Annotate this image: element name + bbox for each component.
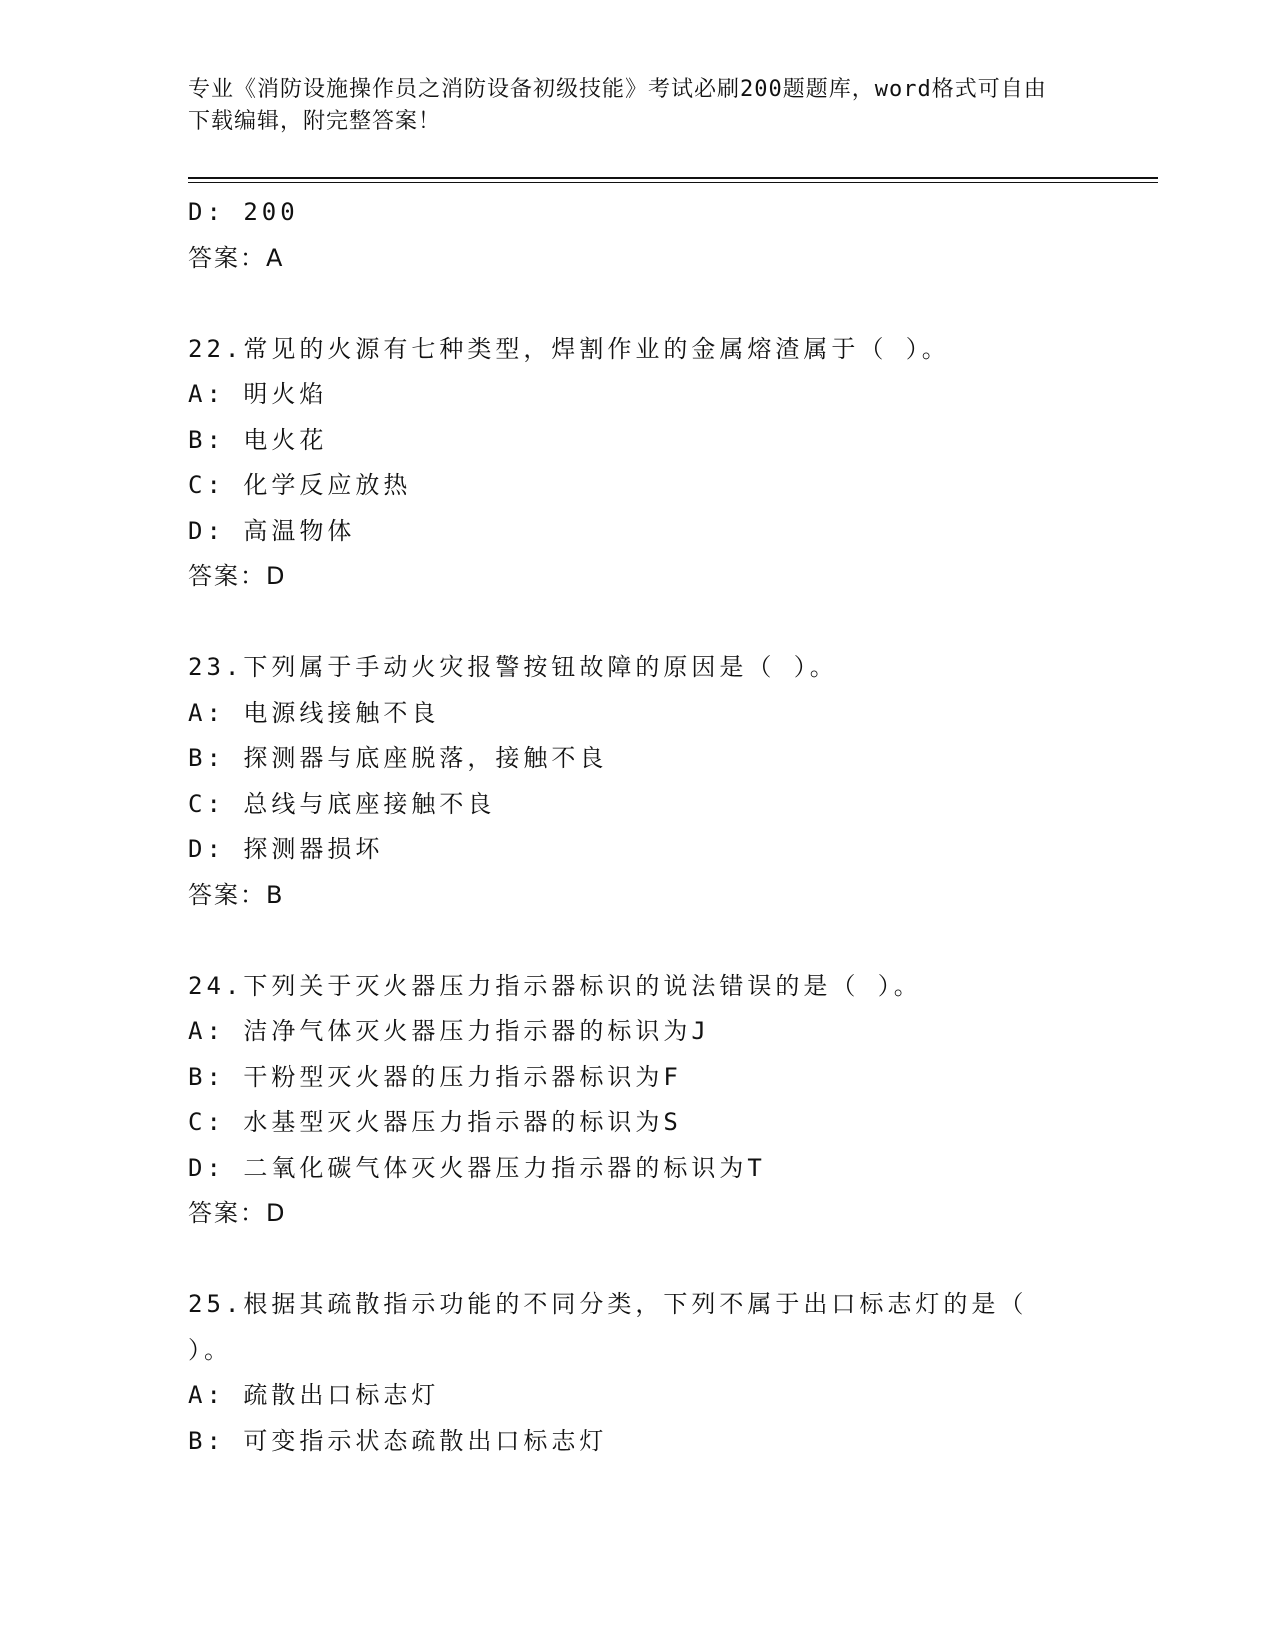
option-item: A: 电源线接触不良 xyxy=(188,698,440,727)
option-item: A: 明火焰 xyxy=(188,380,328,408)
option-item: B: 电火花 xyxy=(188,425,328,454)
question-block-22 xyxy=(188,327,1048,600)
option-item: A: 洁净气体灭火器压力指示器的标识为J xyxy=(188,1017,710,1045)
option-item: C: 化学反应放热 xyxy=(188,471,412,499)
answer-line: 答案：D xyxy=(188,1199,287,1227)
option-item: A: 疏散出口标志灯 xyxy=(188,1381,440,1409)
question-list xyxy=(188,190,1048,1464)
answer-line: 答案：D xyxy=(188,562,287,590)
option-item: B: 可变指示状态疏散出口标志灯 xyxy=(188,1426,608,1455)
spacer xyxy=(188,1237,1048,1283)
question-stem: 24.下列关于灭火器压力指示器标识的说法错误的是（ ）。 xyxy=(188,971,922,1000)
option-item: D: 200 xyxy=(188,198,299,226)
option-item: C: 水基型灭火器压力指示器的标识为S xyxy=(188,1108,682,1136)
spacer xyxy=(188,281,1048,327)
spacer xyxy=(188,600,1048,646)
option-item: D: 探测器损坏 xyxy=(188,835,384,863)
option-item: C: 总线与底座接触不良 xyxy=(188,789,496,818)
question-block-24 xyxy=(188,964,1048,1237)
header-rule xyxy=(188,177,1158,183)
question-stem: 25.根据其疏散指示功能的不同分类，下列不属于出口标志灯的是（ ）。 xyxy=(188,1290,1028,1364)
spacer xyxy=(188,918,1048,964)
answer-line: 答案：B xyxy=(188,880,285,909)
document-header: 专业《消防设施操作员之消防设备初级技能》考试必刷200题题库，word格式可自由下载编辑，附完整答案！ xyxy=(188,77,1047,134)
carryover-block xyxy=(188,190,1048,281)
option-item: B: 干粉型灭火器的压力指示器标识为F xyxy=(188,1062,682,1091)
option-item: D: 二氧化碳气体灭火器压力指示器的标识为T xyxy=(188,1153,766,1182)
answer-line: 答案：A xyxy=(188,243,285,272)
option-item: B: 探测器与底座脱落，接触不良 xyxy=(188,744,608,772)
question-block-25 xyxy=(188,1282,1048,1464)
option-item: D: 高温物体 xyxy=(188,516,356,545)
question-block-23 xyxy=(188,645,1048,918)
question-stem: 22.常见的火源有七种类型，焊割作业的金属熔渣属于（ ）。 xyxy=(188,334,950,363)
question-stem: 23.下列属于手动火灾报警按钮故障的原因是（ ）。 xyxy=(188,653,838,681)
